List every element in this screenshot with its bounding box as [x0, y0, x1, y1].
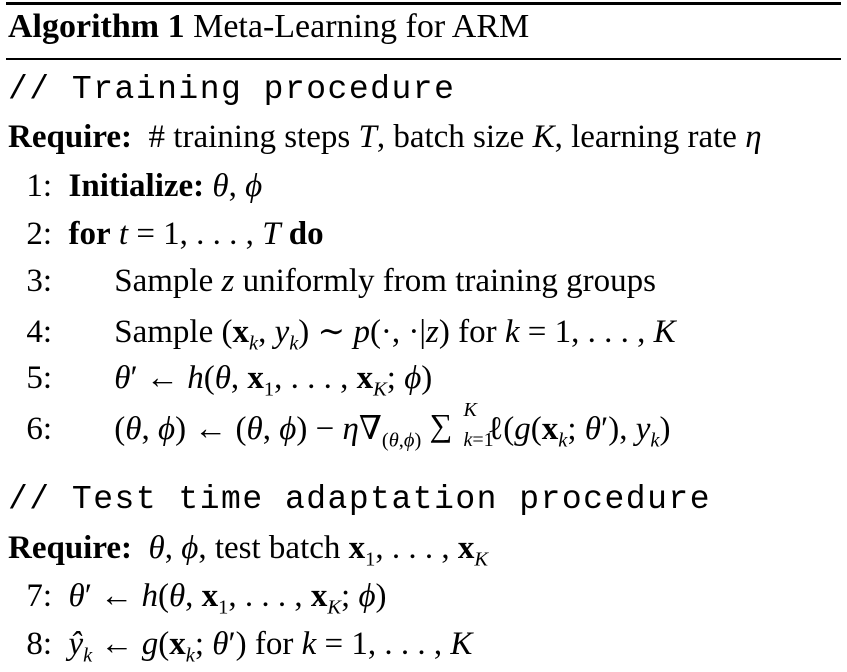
step-text: θ′ ← h(θ, $x_1$, . . . , $x_K$; ϕ) [68, 578, 387, 619]
test-require-text: θ, ϕ, test batch $x_1$, . . . , $x_K$ [148, 530, 489, 571]
step-3 [0, 263, 656, 300]
step-2 [0, 216, 324, 253]
step-number: 4: [26, 314, 52, 350]
step-number: 7: [26, 578, 52, 614]
step-text: Initialize: θ, ϕ [68, 168, 263, 204]
test-require [8, 530, 489, 571]
step-5 [0, 360, 433, 401]
training-require [8, 119, 762, 156]
training-comment: // Training procedure [8, 71, 456, 108]
algorithm-title [8, 8, 529, 46]
step-number: 5: [26, 360, 52, 396]
step-8 [0, 626, 473, 667]
step-text: θ′ ← h(θ, $x_1$, . . . , $x_K$; ϕ) [114, 360, 433, 401]
algorithm-name: Meta-Learning for ARM [193, 8, 530, 45]
top-rule [6, 2, 841, 5]
summation-symbol: ∑ K k=1 [429, 399, 494, 452]
step-text: for t = 1, . . . , T do [68, 216, 324, 252]
step-6 [0, 399, 671, 452]
step-number: 1: [26, 168, 52, 204]
title-rule [6, 58, 841, 60]
test-require-label: Require: [8, 530, 133, 566]
training-require-text: # training steps T, batch size K, learning rate η [140, 119, 762, 155]
step-1 [0, 168, 262, 205]
step-number: 6: [26, 411, 52, 447]
step-text: $ŷ_k$ ← $g(x_k$; θ′) for k = 1, . . . , K [68, 626, 473, 667]
training-require-label: Require: [8, 119, 133, 155]
step-text: Sample ($x_k$, $y_k$) ∼ p(·, ·|z) for k = 1, . . . , K [114, 314, 676, 355]
step-text: Sample z uniformly from training groups [114, 263, 656, 299]
step-4 [0, 311, 676, 355]
test-comment: // Test time adaptation procedure [8, 481, 712, 518]
step-7 [0, 578, 387, 619]
step-number: 2: [26, 216, 52, 252]
step-text: (θ, ϕ) ← (θ, $\phi) - \eta\nabla_{(\theta,\phi)}$ ∑ K k=1 $\ell(g(x_k$; θ′), $y_k$) [114, 399, 671, 452]
step-number: 8: [26, 626, 52, 662]
algorithm-label: Algorithm 1 [8, 8, 185, 45]
step-number: 3: [26, 263, 52, 299]
